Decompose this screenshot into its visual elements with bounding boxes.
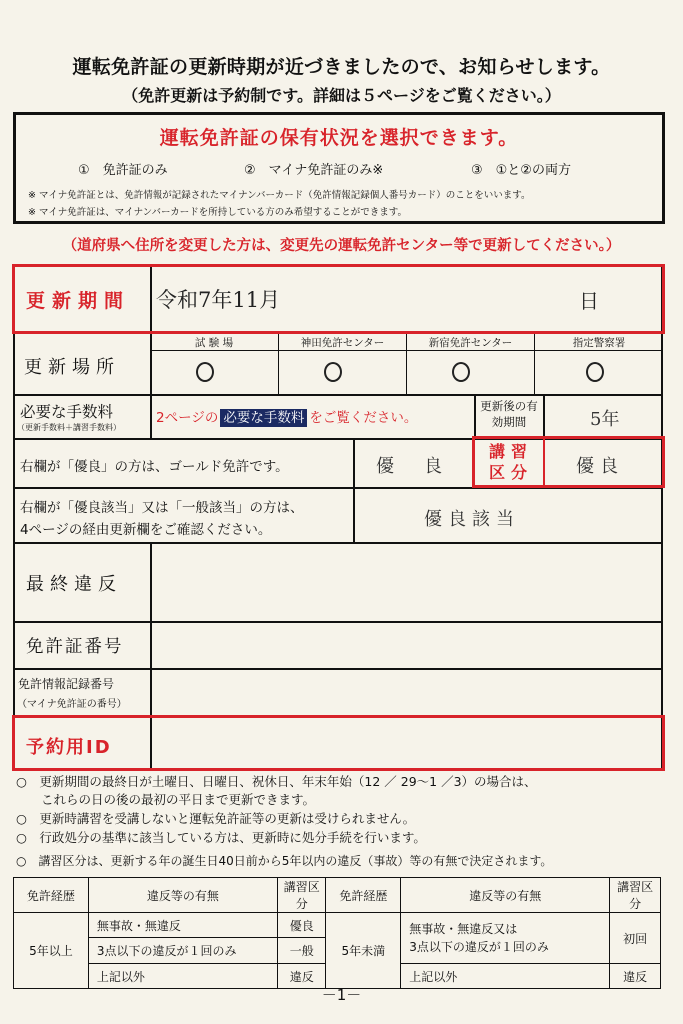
gold-value: 優 良 xyxy=(376,456,448,477)
choice-note-2: ※ マイナ免許証は、マイナンバーカードを所持している方のみ希望することができます。 xyxy=(28,207,408,218)
table-cell: 違反 xyxy=(278,964,326,989)
validity-label: 更新後の有効期間 xyxy=(480,399,538,429)
subheadline: （免許更新は予約制です。詳細は５ページをご覧ください。） xyxy=(122,86,561,105)
bullet-weekend-rule: ○ 更新期間の最終日が土曜日、日曜日、祝休日、年末年始（12 ／ 29〜1 ／3）の場合は、 xyxy=(16,774,537,789)
place-shinjuku-center: 新宿免許センター xyxy=(428,337,513,349)
choice-title: 運転免許証の保有状況を選択できます。 xyxy=(159,127,519,149)
address-change-note: （道府県へ住所を変更した方は、変更先の運転免許センター等で更新してください。） xyxy=(62,238,621,254)
last-violation-label: 最終違反 xyxy=(26,574,122,595)
reservation-id-label: 予約用ID xyxy=(26,737,112,758)
table-cell: 5年以上 xyxy=(14,913,89,989)
table-cell: 上記以外 xyxy=(88,964,277,989)
table-cell xyxy=(401,913,610,964)
table-header: 講習区分 xyxy=(278,878,326,913)
table-header: 違反等の有無 xyxy=(401,878,610,913)
table-cell: 無事故・無違反 xyxy=(88,913,277,938)
via-renewal-note-1: 右欄が「優良該当」又は「一般該当」の方は、 xyxy=(20,500,304,516)
bullet-administrative: ○ 行政処分の基準に該当している方は、更新時に処分手続を行います。 xyxy=(16,830,426,845)
record-number-label: 免許情報記録番号 xyxy=(18,677,115,691)
bullet-course-category: ○ 講習区分は、更新する年の誕生日40日前から5年以内の違反（事故）等の有無で決定されます。 xyxy=(16,854,553,868)
page-number: －1－ xyxy=(321,986,362,1004)
fee-label: 必要な手数料 xyxy=(20,403,114,421)
license-number-label: 免許証番号 xyxy=(26,637,124,657)
choice-note-1: ※ マイナ免許証とは、免許情報が記録されたマイナンバーカード（免許情報記録個人番号カード）のことをいいます。 xyxy=(28,190,531,201)
table-cell: 違反 xyxy=(610,964,661,989)
course-category-table xyxy=(13,877,661,989)
option-both: ③ ①と②の両方 xyxy=(471,163,571,178)
table-cell: 一般 xyxy=(278,938,326,964)
place-police-station: 指定警察署 xyxy=(572,337,626,349)
place-mark-circle xyxy=(452,362,470,382)
table-cell: 優良 xyxy=(278,913,326,938)
table-header: 免許経歴 xyxy=(326,878,401,913)
table-cell: 5年未満 xyxy=(326,913,401,989)
course-value: 優良 xyxy=(576,456,624,477)
table-header: 違反等の有無 xyxy=(88,878,277,913)
renewal-period-label: 更新期間 xyxy=(26,290,131,312)
fee-text-pre: 2ページの xyxy=(156,410,219,426)
bullet-weekend-rule-cont: これらの日の後の最初の平日まで更新できます。 xyxy=(16,792,316,807)
fee-badge: 必要な手数料 xyxy=(220,409,307,427)
table-header: 講習区分 xyxy=(610,878,661,913)
via-value: 優良該当 xyxy=(424,509,520,530)
table-cell-line: 3点以下の違反が１回のみ xyxy=(409,940,549,954)
fee-instruction xyxy=(156,406,417,426)
table-header: 免許経歴 xyxy=(14,878,89,913)
course-label: 講習区分 xyxy=(488,442,533,482)
place-mark-circle xyxy=(586,362,604,382)
place-test-center: 試 験 場 xyxy=(194,337,234,349)
validity-value: 5年 xyxy=(590,409,620,430)
renewal-period-value: 令和7年11月 xyxy=(156,288,281,312)
license-type-choice-box xyxy=(13,112,665,224)
fee-sublabel: （更新手数料＋講習手数料） xyxy=(17,423,121,432)
renewal-place-label: 更新場所 xyxy=(24,357,120,378)
table-cell: 初回 xyxy=(610,913,661,964)
place-mark-circle xyxy=(324,362,342,382)
headline: 運転免許証の更新時期が近づきましたので、お知らせします。 xyxy=(72,56,611,78)
bullet-course-required: ○ 更新時講習を受講しないと運転免許証等の更新は受けられません。 xyxy=(16,811,416,826)
place-kanda-center: 神田免許センター xyxy=(300,337,385,349)
record-number-sublabel: （マイナ免許証の番号） xyxy=(17,699,127,710)
option-myna-only: ② マイナ免許証のみ※ xyxy=(244,163,384,178)
gold-license-note: 右欄が「優良」の方は、ゴールド免許です。 xyxy=(20,459,289,475)
place-mark-circle xyxy=(196,362,214,382)
option-license-only: ① 免許証のみ xyxy=(78,163,168,178)
fee-text-post: をご覧ください。 xyxy=(309,410,418,426)
table-cell: 上記以外 xyxy=(401,964,610,989)
renewal-period-day: 日 xyxy=(579,289,599,313)
table-cell: 3点以下の違反が１回のみ xyxy=(88,938,277,964)
via-renewal-note-2: 4ページの経由更新欄をご確認ください。 xyxy=(20,522,272,538)
table-cell-line: 無事故・無違反又は xyxy=(409,922,518,936)
